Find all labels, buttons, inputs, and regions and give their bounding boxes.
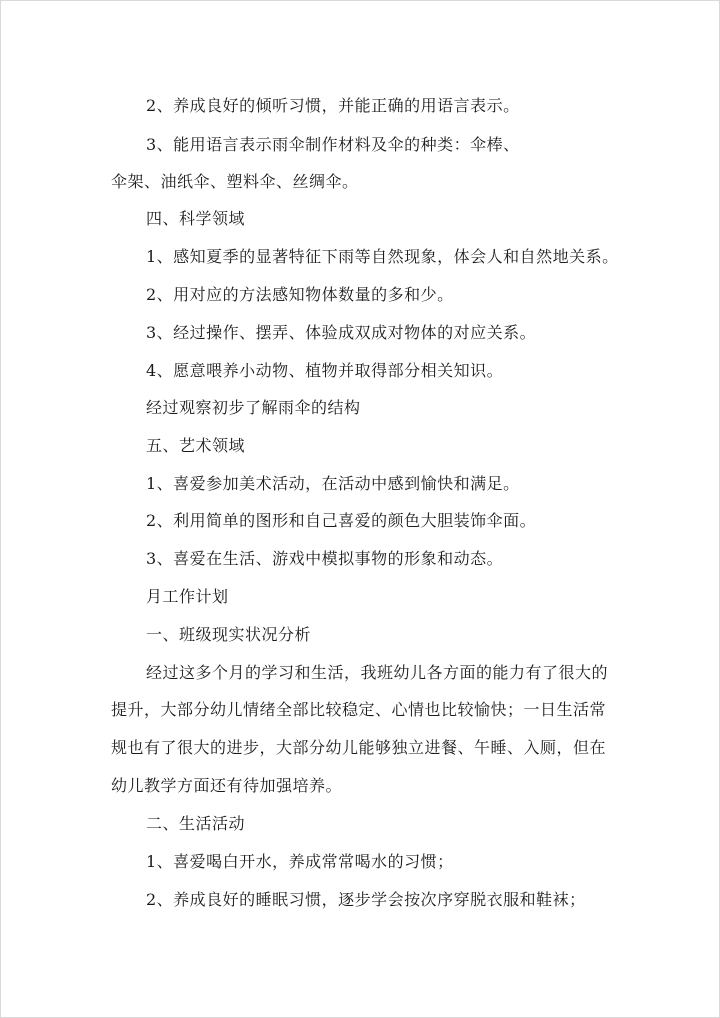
section-heading: 四、科学领域 bbox=[146, 209, 246, 228]
text-line: 3、经过操作、摆弄、体验成双成对物体的对应关系。 bbox=[146, 323, 537, 342]
section-heading: 月工作计划 bbox=[146, 587, 229, 606]
section-heading: 二、生活活动 bbox=[146, 814, 246, 833]
text-line: 1、感知夏季的显著特征下雨等自然现象，体会人和自然地关系。 bbox=[146, 247, 619, 266]
text-line: 3、能用语言表示雨伞制作材料及伞的种类：伞棒、 bbox=[146, 135, 520, 154]
text-line: 幼儿教学方面还有待加强培养。 bbox=[111, 776, 343, 795]
text-line: 2、用对应的方法感知物体数量的多和少。 bbox=[146, 285, 454, 304]
text-line: 经过观察初步了解雨伞的结构 bbox=[146, 398, 361, 417]
text-line: 规也有了很大的进步，大部分幼儿能够独立进餐、午睡、入厕，但在 bbox=[111, 738, 607, 757]
text-line: 2、利用简单的图形和自己喜爱的颜色大胆装饰伞面。 bbox=[146, 511, 537, 530]
text-line: 4、愿意喂养小动物、植物并取得部分相关知识。 bbox=[146, 361, 504, 380]
text-line: 2、养成良好的倾听习惯，并能正确的用语言表示。 bbox=[146, 96, 520, 115]
text-line: 1、喜爱参加美术活动，在活动中感到愉快和满足。 bbox=[146, 474, 520, 493]
text-line: 1、喜爱喝白开水，养成常常喝水的习惯； bbox=[146, 852, 454, 871]
text-line: 经过这多个月的学习和生活，我班幼儿各方面的能力有了很大的 bbox=[146, 663, 609, 682]
text-line: 2、养成良好的睡眠习惯，逐步学会按次序穿脱衣服和鞋袜； bbox=[146, 890, 586, 909]
section-heading: 一、班级现实状况分析 bbox=[146, 625, 312, 644]
section-heading: 五、艺术领域 bbox=[146, 436, 246, 455]
text-line: 伞架、油纸伞、塑料伞、丝绸伞。 bbox=[111, 172, 359, 191]
text-line: 3、喜爱在生活、游戏中模拟事物的形象和动态。 bbox=[146, 549, 504, 568]
text-line: 提升，大部分幼儿情绪全部比较稳定、心情也比较愉快；一日生活常 bbox=[111, 700, 607, 719]
